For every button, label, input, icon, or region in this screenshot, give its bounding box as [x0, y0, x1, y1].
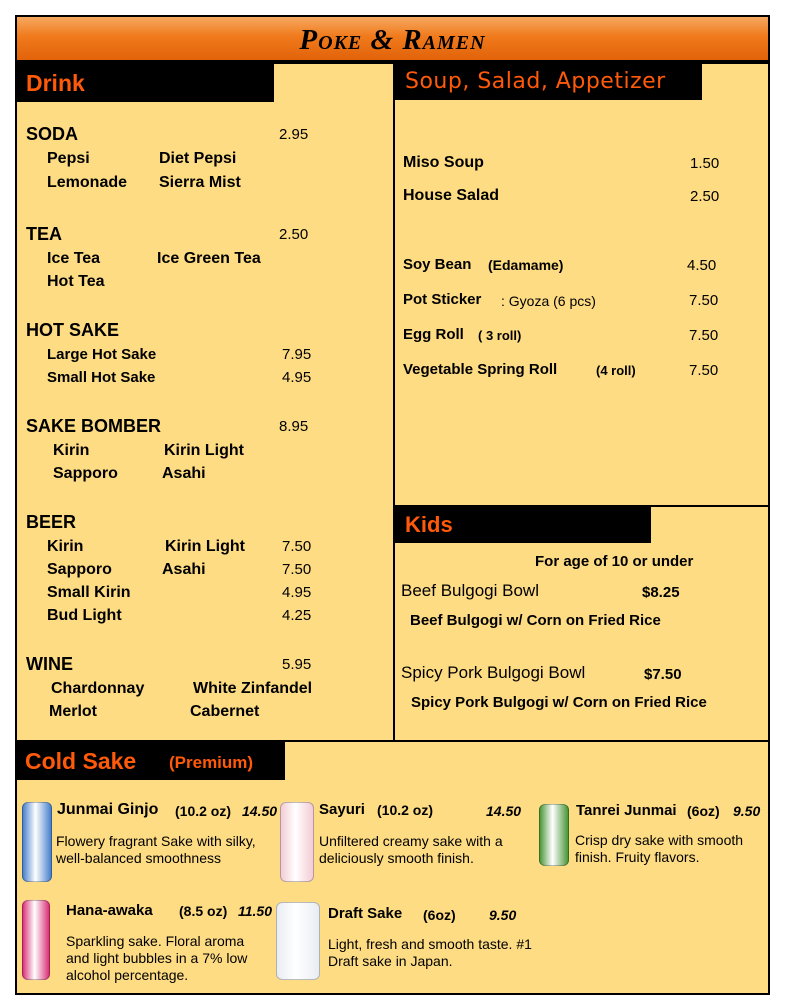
wine-title: WINE: [26, 654, 73, 674]
sake-desc: Flowery fragrant Sake with silky, well-balanced smoothness: [56, 833, 256, 866]
beer-title: BEER: [26, 512, 77, 532]
drink-header-label: Drink: [26, 70, 85, 96]
sake-size: (6oz): [423, 907, 456, 923]
tea-item: Ice Green Tea: [157, 250, 261, 267]
tea-item: Ice Tea: [47, 250, 101, 267]
wine-item: White Zinfandel: [193, 680, 313, 697]
sake-bomber-item: Kirin: [53, 442, 90, 459]
soup-panel: [393, 62, 770, 507]
cold-sake-header-note: (Premium): [169, 753, 254, 772]
wine-item: Cabernet: [190, 703, 260, 720]
soup-price: 7.50: [689, 362, 719, 379]
kids-item-desc: Spicy Pork Bulgogi w/ Corn on Fried Rice: [411, 694, 707, 711]
kids-item-price: $8.25: [642, 584, 680, 601]
beer-item: Small Kirin: [47, 584, 131, 601]
kids-age-note: For age of 10 or under: [535, 553, 694, 570]
sake-bottle-image: [539, 804, 569, 866]
soup-header: [395, 64, 702, 100]
beer-price: 4.25: [282, 607, 312, 624]
soup-item-note: (Edamame): [488, 257, 564, 273]
sake-bomber-item: Sapporo: [53, 465, 118, 482]
soup-item-note: ( 3 roll): [478, 328, 522, 343]
sake-price: 14.50: [242, 803, 278, 819]
sake-price: 11.50: [238, 903, 272, 919]
beer-item: Sapporo: [47, 561, 112, 578]
sake-desc: Crisp dry sake with smooth finish. Fruity flavors.: [575, 832, 744, 865]
soda-item: Lemonade: [47, 174, 128, 191]
wine-item: Merlot: [49, 703, 97, 720]
soup-price: 7.50: [689, 327, 719, 344]
sake-name: Tanrei Junmai: [576, 802, 677, 819]
sake-size: (10.2 oz): [377, 802, 434, 818]
soup-item-note: : Gyoza (6 pcs): [501, 293, 596, 309]
tea-item: Hot Tea: [47, 273, 105, 290]
sake-bottle-image: [276, 902, 320, 980]
kids-item-desc: Beef Bulgogi w/ Corn on Fried Rice: [410, 612, 661, 629]
sake-desc: Unfiltered creamy sake with a deliciously smooth finish.: [319, 833, 503, 866]
beer-item: Kirin: [47, 538, 84, 555]
soda-item: Pepsi: [47, 150, 90, 167]
sake-name: Sayuri: [319, 801, 365, 818]
soup-price: 4.50: [687, 257, 717, 274]
hot-sake-price: 7.95: [282, 346, 312, 363]
sake-bottle-image: [22, 802, 52, 882]
wine-price: 5.95: [282, 656, 312, 673]
beer-price: 7.50: [282, 561, 312, 578]
beer-item: Kirin Light: [165, 538, 245, 555]
tea-title: TEA: [26, 224, 62, 244]
sake-bomber-item: Asahi: [162, 465, 206, 482]
sake-desc: Light, fresh and smooth taste. #1 Draft sake in Japan.: [328, 936, 532, 969]
soda-price: 2.95: [279, 126, 309, 143]
sake-bottle-image: [22, 900, 50, 980]
sake-size: (8.5 oz): [179, 903, 228, 919]
wine-item: Chardonnay: [51, 680, 145, 697]
kids-header: [395, 507, 651, 543]
hot-sake-price: 4.95: [282, 369, 312, 386]
hot-sake-item: Large Hot Sake: [47, 346, 157, 363]
soup-item: Soy Bean: [403, 256, 472, 273]
soda-item: Sierra Mist: [159, 174, 241, 191]
beer-price: 4.95: [282, 584, 312, 601]
soda-item: Diet Pepsi: [159, 150, 237, 167]
kids-panel: [393, 505, 770, 742]
kids-header-label: Kids: [405, 512, 453, 537]
sake-bottle-image: [280, 802, 314, 882]
soup-item: Miso Soup: [403, 154, 484, 171]
soup-price: 7.50: [689, 292, 719, 309]
tea-price: 2.50: [279, 226, 309, 243]
soup-item-note: (4 roll): [596, 363, 636, 378]
soda-title: SODA: [26, 124, 79, 144]
soup-item: Egg Roll: [403, 326, 464, 343]
beer-price: 7.50: [282, 538, 312, 555]
kids-item-price: $7.50: [644, 666, 682, 683]
soup-item: House Salad: [403, 187, 500, 204]
sake-price: 14.50: [486, 803, 522, 819]
hot-sake-item: Small Hot Sake: [47, 369, 156, 386]
soup-item: Pot Sticker: [403, 291, 482, 308]
title-bar: [15, 15, 770, 62]
soup-price: 1.50: [690, 155, 720, 172]
sake-desc: Sparkling sake. Floral aroma and light bubbles in a 7% low alcohol percentage.: [66, 933, 248, 983]
beer-item: Asahi: [162, 561, 206, 578]
cold-sake-panel: [15, 740, 770, 995]
drink-panel: [15, 62, 395, 742]
cold-sake-header: [17, 742, 285, 780]
kids-item-name: Spicy Pork Bulgogi Bowl: [401, 663, 586, 682]
soup-header-label: Soup, Salad, Appetizer: [405, 69, 666, 94]
sake-name: Hana-awaka: [66, 902, 153, 919]
sake-name: Draft Sake: [328, 905, 403, 922]
sake-size: (10.2 oz): [175, 803, 232, 819]
sake-bomber-title: SAKE BOMBER: [26, 416, 162, 436]
cold-sake-header-label: Cold Sake: [25, 748, 137, 774]
kids-item-name: Beef Bulgogi Bowl: [401, 581, 539, 600]
soup-item: Vegetable Spring Roll: [403, 361, 558, 378]
sake-price: 9.50: [489, 907, 517, 923]
drink-header: [17, 64, 274, 102]
sake-name: Junmai Ginjo: [57, 801, 159, 818]
sake-size: (6oz): [687, 803, 720, 819]
soup-price: 2.50: [690, 188, 720, 205]
sake-bomber-item: Kirin Light: [164, 442, 244, 459]
sake-price: 9.50: [733, 803, 761, 819]
beer-item: Bud Light: [47, 607, 122, 624]
sake-bomber-price: 8.95: [279, 418, 309, 435]
menu-title: Poke & Ramen: [299, 24, 486, 56]
hot-sake-title: HOT SAKE: [26, 320, 120, 340]
